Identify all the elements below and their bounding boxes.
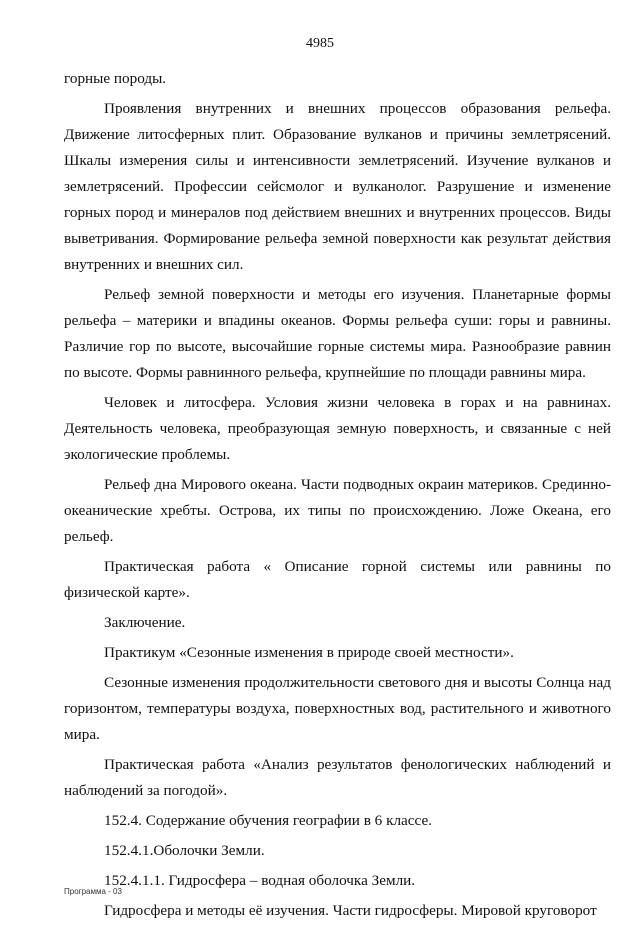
paragraph-hydrosphere-methods: Гидросфера и методы её изучения. Части гидросферы. Мировой круговорот: [104, 902, 597, 919]
paragraph-seasonal-changes: Сезонные изменения продолжительности светового дня и высоты Солнца над горизонтом, температуры воздуха, поверхностных вод, растительного и животного мира.: [64, 674, 611, 743]
paragraph-workshop: Практикум «Сезонные изменения в природе своей местности».: [104, 644, 514, 661]
paragraph-continuation: горные породы.: [64, 70, 167, 87]
footer-label: Программа - 03: [64, 887, 122, 896]
paragraph-human-lithosphere: Человек и литосфера. Условия жизни человека в горах и на равнинах. Деятельность человека, преобразующая земную поверхность, и связанные с ней экологические проблемы.: [64, 394, 611, 463]
paragraph-ocean-floor: Рельеф дна Мирового океана. Части подводных окраин материков. Срединно-океанические хребты. Острова, их типы по происхождению. Ложе Океана, его рельеф.: [64, 476, 611, 545]
paragraph-conclusion: Заключение.: [104, 614, 186, 631]
section-heading-hydrosphere: 152.4.1.1. Гидросфера – водная оболочка Земли.: [104, 872, 416, 889]
section-heading-earth-shells: 152.4.1.Оболочки Земли.: [104, 842, 265, 859]
paragraph-relief-forms: Рельеф земной поверхности и методы его изучения. Планетарные формы рельефа – материки и впадины океанов. Формы рельефа суши: горы и равнины. Различие гор по высоте, высочайшие горные системы мира. Разнообразие равнин по высоте. Формы равнинного рельефа, крупнейшие по площади равнины мира.: [64, 286, 611, 381]
section-heading-grade6: 152.4. Содержание обучения географии в 6 классе.: [104, 812, 432, 829]
page-number: 4985: [306, 36, 334, 51]
paragraph-practical-work-mountains: Практическая работа « Описание горной системы или равнины по физической карте».: [64, 558, 611, 601]
paragraph-practical-work-phenology: Практическая работа «Анализ результатов фенологических наблюдений и наблюдений за погодой».: [64, 756, 611, 799]
paragraph-relief-processes: Проявления внутренних и внешних процессов образования рельефа. Движение литосферных плит. Образование вулканов и причины землетрясений. Шкалы измерения силы и интенсивности землетрясений. Изучение вулканов и землетрясений. Профессии сейсмолог и вулканолог. Разрушение и изменение горных пород и минералов под действием внешних и внутренних процессов. Виды выветривания. Формирование рельефа земной поверхности как результат действия внутренних и внешних сил.: [64, 100, 611, 273]
document-body: [64, 66, 611, 928]
